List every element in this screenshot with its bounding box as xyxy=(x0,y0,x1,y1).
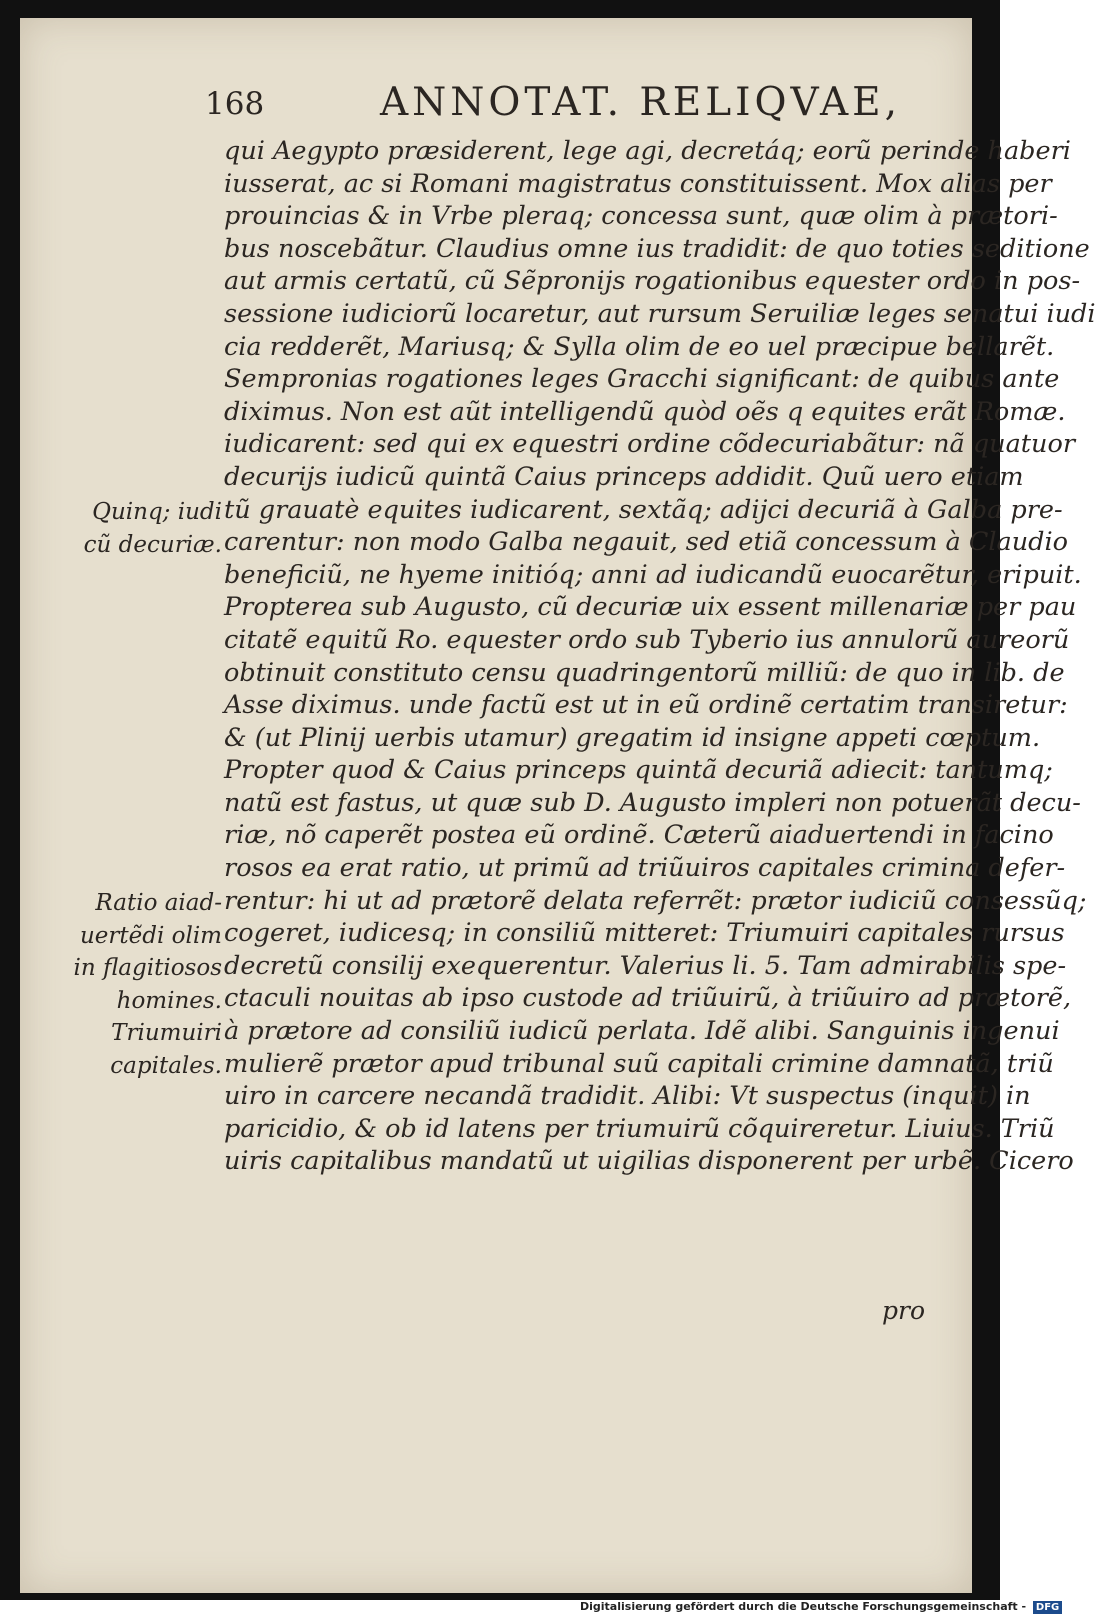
page-number: 168 xyxy=(205,86,265,122)
digitization-credit xyxy=(580,1600,1060,1619)
marginal-note-line: Triumuiri xyxy=(111,1020,222,1046)
text-line: paricidio, & ob id latens per triumuirũ cõquireretur. Liuius. Triũ xyxy=(224,1113,1055,1144)
text-line: cia redderẽt, Mariusq; & Sylla olim de eo uel præcipue bellarẽt. xyxy=(224,331,1055,362)
text-line: diximus. Non est aũt intelligendũ quòd oẽs q equites erãt Romæ. xyxy=(224,396,1066,427)
text-line: decurijs iudicũ quintã Caius princeps addidit. Quũ uero etiam xyxy=(224,461,1024,492)
text-line: carentur: non modo Galba negauit, sed etiã concessum à Claudio xyxy=(224,527,1068,558)
text-line: decretũ consilij exequerentur. Valerius li. 5. Tam admirabilis spe- xyxy=(224,950,1067,981)
text-line: beneficiũ, ne hyeme initióq; anni ad iudicandũ euocarẽtur, eripuit. xyxy=(224,559,1082,590)
text-line: cogeret, iudicesq; in consiliũ mitteret: Triumuiri capitales rursus xyxy=(224,918,1065,949)
text-line: obtinuit constituto censu quadringentorũ milliũ: de quo in lib. de xyxy=(224,657,1065,688)
text-line: uiro in carcere necandã tradidit. Alibi: Vt suspectus (inquit) in xyxy=(224,1081,1031,1112)
text-line: riæ, nõ caperẽt postea eũ ordinẽ. Cæterũ aiaduertendi in facino xyxy=(224,820,1054,851)
text-line: iusserat, ac si Romani magistratus constituissent. Mox alias per xyxy=(224,168,1052,199)
text-line: iudicarent: sed qui ex equestri ordine cõdecuriabãtur: nã quatuor xyxy=(224,429,1076,460)
catchword: pro xyxy=(882,1296,926,1325)
text-line: & (ut Plinij uerbis utamur) gregatim id insigne appeti cœptum. xyxy=(224,722,1041,753)
text-line: qui Aegypto præsiderent, lege agi, decretáq; eorũ perinde haberi xyxy=(224,136,1071,166)
marginal-note-line: cũ decuriæ. xyxy=(83,531,222,558)
credit-text: Digitalisierung gefördert durch die Deutsche Forschungsgemeinschaft - xyxy=(580,1600,1027,1613)
main-text-block xyxy=(224,135,1096,1178)
text-line: à prætore ad consiliũ iudicũ perlata. Idẽ alibi. Sanguinis ingenui xyxy=(224,1016,1060,1047)
text-line: Sempronias rogationes leges Gracchi significant: de quibus ante xyxy=(224,364,1060,395)
text-line: bus noscebãtur. Claudius omne ius tradidit: de quo toties seditione xyxy=(224,233,1090,264)
running-title: ANNOTAT. RELIQVAE, xyxy=(380,80,902,125)
page-header xyxy=(205,72,945,124)
text-line: mulierẽ prætor apud tribunal suũ capitali crimine damnatã, triũ xyxy=(224,1048,1054,1079)
text-line: Propterea sub Augusto, cũ decuriæ uix essent millenariæ per pau xyxy=(224,592,1077,623)
text-line: ctaculi nouitas ab ipso custode ad triũuirũ, à triũuiro ad prætorẽ, xyxy=(224,983,1072,1014)
text-line: sessione iudiciorũ locaretur, aut rursum Seruiliæ leges senatui iudi xyxy=(224,298,1096,329)
text-line: rosos ea erat ratio, ut primũ ad triũuiros capitales crimina defer- xyxy=(224,853,1066,884)
marginal-note-line: in flagitiosos xyxy=(73,955,222,982)
marginal-note-line: homines. xyxy=(116,987,222,1014)
marginal-note-line: Ratio aiad- xyxy=(95,890,222,916)
text-line: natũ est fastus, ut quæ sub D. Augusto impleri non potuerãt decu- xyxy=(224,787,1081,818)
marginal-note-ratio xyxy=(52,887,222,1017)
dfg-logo: DFG xyxy=(1033,1601,1062,1614)
marginal-note-line: uertẽdi olim xyxy=(79,922,222,949)
marginal-note-line: Quinq; iudi xyxy=(92,499,222,525)
text-line: citatẽ equitũ Ro. equester ordo sub Tyberio ius annulorũ aureorũ xyxy=(224,624,1070,655)
text-line: rentur: hi ut ad prætorẽ delata referrẽt: prætor iudiciũ consessũq; xyxy=(224,885,1087,916)
text-line: prouincias & in Vrbe pleraq; concessa sunt, quæ olim à prætori- xyxy=(224,201,1058,232)
text-line: Propter quod & Caius princeps quintã decuriã adiecit: tantumq; xyxy=(224,755,1053,786)
text-line: Asse diximus. unde factũ est ut in eũ ordinẽ certatim transiretur: xyxy=(224,690,1068,721)
text-line: tũ grauatè equites iudicarent, sextãq; adijci decuriã à Galba pre- xyxy=(224,494,1063,525)
marginal-note-decuriae xyxy=(52,496,222,561)
text-line: aut armis certatũ, cũ Sẽpronijs rogationibus equester ordo in pos- xyxy=(224,266,1081,297)
text-line: uiris capitalibus mandatũ ut uigilias disponerent per urbẽ. Cicero xyxy=(224,1146,1074,1177)
marginal-note-line: capitales. xyxy=(110,1052,222,1079)
marginal-note-triumuiri xyxy=(52,1017,222,1082)
